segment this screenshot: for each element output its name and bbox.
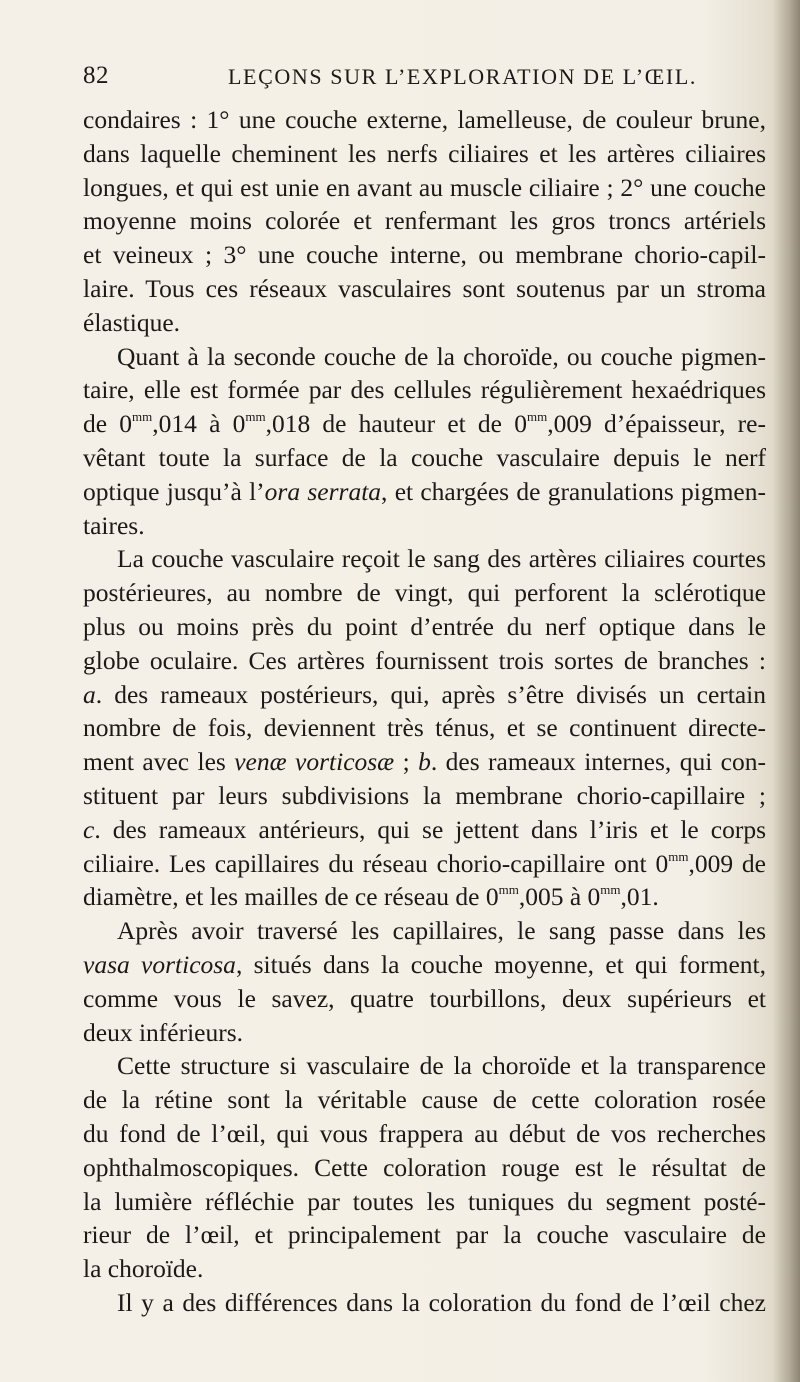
page-number: 82 <box>83 62 109 89</box>
text-line: de $0^{mm},014$ à $0^{mm},018$ de hauteur et de $0^{mm},009$ d’épaisseur, re- <box>83 409 766 439</box>
text-line: a. des rameaux postérieurs, qui, après s’être divisés un certain <box>83 679 766 709</box>
text-line: la choroïde. <box>83 1254 204 1284</box>
text-line: diamètre, et les mailles de ce réseau de $0^{mm},005$ à $0^{mm},01$. <box>83 882 659 912</box>
text-line: comme vous le savez, quatre tourbillons, deux supérieurs et <box>83 983 766 1013</box>
text-line: deux inférieurs. <box>83 1017 244 1047</box>
paragraph-start-line: Quant à la seconde couche de la choroïde, ou couche pigmen- <box>117 341 766 371</box>
page-edge-shadow <box>772 0 800 1382</box>
text-line: plus ou moins près du point d’entrée du nerf optique dans le <box>83 611 766 641</box>
text-line: globe oculaire. Ces artères fournissent trois sortes de branches : <box>83 645 766 675</box>
text-line: la lumière réfléchie par toutes les tuniques du segment posté- <box>83 1186 766 1216</box>
text-line: postérieures, au nombre de vingt, qui perforent la sclérotique <box>83 578 766 608</box>
text-line: et veineux ; 3° une couche interne, ou membrane chorio-capil- <box>83 240 766 270</box>
text-line: rieur de l’œil, et principalement par la couche vasculaire de <box>83 1220 766 1250</box>
text-line: dans laquelle cheminent les nerfs ciliaires et les artères ciliaires <box>83 138 766 168</box>
page-header <box>83 56 763 96</box>
text-line: vêtant toute la surface de la couche vasculaire depuis le nerf <box>83 442 766 472</box>
running-title: LEÇONS SUR L’EXPLORATION DE L’ŒIL. <box>228 64 697 89</box>
text-line: stituent par leurs subdivisions la membrane chorio-capillaire ; <box>83 780 766 810</box>
text-line: ment avec les venæ vorticosæ ; b. des rameaux internes, qui con- <box>83 747 766 777</box>
text-line: de la rétine sont la véritable cause de cette coloration rosée <box>83 1085 766 1115</box>
text-line: laire. Tous ces réseaux vasculaires sont soutenus par un stroma <box>83 273 766 303</box>
paragraph-start-line: Cette structure si vasculaire de la choroïde et la transparence <box>117 1051 766 1081</box>
paragraph-start-line: Après avoir traversé les capillaires, le sang passe dans les <box>117 916 766 946</box>
text-line: moyenne moins colorée et renfermant les gros troncs artériels <box>83 206 766 236</box>
text-line: vasa vorticosa, situés dans la couche moyenne, et qui forment, <box>83 949 766 979</box>
text-line: taires. <box>83 510 145 540</box>
text-line: élastique. <box>83 307 181 337</box>
paragraph-start-line: Il y a des différences dans la coloration du fond de l’œil chez <box>117 1287 766 1317</box>
text-line: taire, elle est formée par des cellules régulièrement hexaédriques <box>83 375 766 405</box>
body-text <box>83 103 766 1320</box>
text-line: nombre de fois, deviennent très ténus, et se continuent directe- <box>83 713 766 743</box>
text-line: ciliaire. Les capillaires du réseau chorio-capillaire ont $0^{mm},009$ de <box>83 848 766 878</box>
paragraph-start-line: La couche vasculaire reçoit le sang des artères ciliaires courtes <box>117 544 766 574</box>
text-line: c. des rameaux antérieurs, qui se jettent dans l’iris et le corps <box>83 814 766 844</box>
text-line: longues, et qui est unie en avant au muscle ciliaire ; 2° une couche <box>83 172 766 202</box>
text-line: ophthalmoscopiques. Cette coloration rouge est le résultat de <box>83 1152 766 1182</box>
text-line: du fond de l’œil, qui vous frappera au début de vos recherches <box>83 1118 766 1148</box>
text-line: optique jusqu’à l’ora serrata, et chargées de granulations pigmen- <box>83 476 766 506</box>
text-line: condaires : 1° une couche externe, lamelleuse, de couleur brune, <box>83 105 766 134</box>
